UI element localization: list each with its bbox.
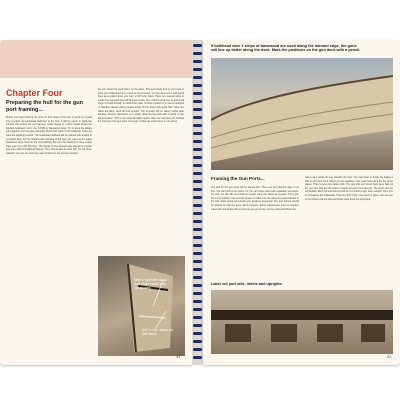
photo-caption: If bulkhead wise 1 strips of basswood are used along the inboard edge, the guns will line up better along the deck. Mark the positions on the gun deck with a pencil. — [211, 44, 361, 53]
binding-coil — [193, 68, 202, 71]
binding-coil — [193, 228, 202, 231]
hull-photo-art — [211, 58, 393, 170]
right-col2-text: batten as it works its way towards the bow. You may have to break the batten a little to form and bend. When you are satisfied, mark each hole using the top of the batten. Then remove the batten strip. The gun sills and lintels have been laid out for you. The sills are the bottom boards for each port opening. The lintels are the top boards. Each sill and lintel should be cut a little longer than needed. Then trim to fit between the bulkheads. They are 3/16" thick. Glue them in place. You can see in the picture that the sills and lintels have been cut and glued. — [305, 176, 393, 201]
stern-photo-label-2: 1/4" x 1/8" strips for the band. — [142, 328, 174, 336]
binding-coil — [193, 284, 202, 287]
right-column-text: the two shown for each frame on the plans. Proceed slowly and try your best to keep your holes lined up in a row as you proceed. You can drive some split pencil lines as a guide before you start to drill your holes. There are several ways to create the treenails that will fill these holes. One method would be to pull small strips of wood through a metal draw plate. Another method is to use a toothpick or bamboo skewer. Many people simply fill the holes with wood filler. Once the holes are filled, sand the hull smooth. The treenails will be barely visible after sanding. Another alternative is to simply draw the treenails with a pencil or fine tipped marker. This is the least desirable option. After the treenails are finished the framing of the gun ports can begin. Follow the instructions on the plans. — [98, 88, 184, 124]
page-number-right: 33 — [387, 354, 392, 359]
binding-coil — [193, 212, 202, 215]
spiral-binding — [192, 40, 203, 365]
binding-coil — [193, 116, 202, 119]
binding-coil — [193, 204, 202, 207]
binding-coil — [193, 316, 202, 319]
binding-coil — [193, 132, 202, 135]
binding-coil — [193, 108, 202, 111]
open-book — [0, 40, 400, 365]
binding-coil — [193, 52, 202, 55]
binding-coil — [193, 276, 202, 279]
binding-coil — [193, 124, 202, 127]
binding-coil — [193, 236, 202, 239]
binding-coil — [193, 332, 202, 335]
binding-coil — [193, 76, 202, 79]
right-col1-text: The sills for the gun ports will be framed first. There are two different ways to do this. You can build a box frame. Or you can frame each side separately as shown. To start, cut the sills and lintels to length using the plans as a guide. Then glue them into position. Use a small square to make sure the sides are perpendicular to the sills. Work slowly and check your progress frequently. The port frames should be placed so that the guns will fit properly. Some adjustments may be needed. Label sills and lintels with a pencil as you go so they can be easily identified later. — [211, 186, 299, 211]
binding-coil — [193, 148, 202, 151]
binding-coil — [193, 356, 202, 359]
right-page — [203, 40, 400, 365]
binding-coil — [193, 308, 202, 311]
chapter-title: Chapter Four — [6, 88, 63, 98]
page-number-left: 31 — [176, 354, 181, 359]
binding-coil — [193, 100, 202, 103]
binding-coil — [193, 324, 202, 327]
stern-photo — [98, 256, 185, 356]
binding-coil — [193, 196, 202, 199]
section-heading: Framing the Gun Ports... — [211, 176, 265, 181]
subheading: Preparing the hull for the gun port framing... — [6, 100, 83, 113]
binding-coil — [193, 260, 202, 263]
binding-coil — [193, 188, 202, 191]
left-top-band — [0, 40, 192, 78]
binding-coil — [193, 172, 202, 175]
binding-coil — [193, 340, 202, 343]
binding-coil — [193, 292, 202, 295]
binding-coil — [193, 300, 202, 303]
binding-coil — [193, 60, 202, 63]
binding-coil — [193, 140, 202, 143]
binding-coil — [193, 220, 202, 223]
binding-coil — [193, 348, 202, 351]
binding-coil — [193, 164, 202, 167]
binding-coil — [193, 156, 202, 159]
binding-coil — [193, 268, 202, 271]
binding-coil — [193, 180, 202, 183]
stern-photo-label: Stern, note the black and white band. Lay out guides — [134, 278, 167, 290]
stern-photo-art — [98, 256, 185, 356]
binding-coil — [193, 44, 202, 47]
left-column-text: Before you begin framing the ports on both sides of the hull, it would be a good time to plank the beakhead bulkhead at the bow. It will be easier to plank the inboard side before the port framing. Install planks to a 4mm height above the bulwark bulkhead notch. Use 1.5x5mm basswood strips. Try to keep the planks tight together and use glue sparingly. Plank both sides of the bulkhead. Once dry sand the planking smooth. The beakhead bulkhead will be painted with a black or red finish later. For the inboard side planking of the hull, you may use the same basswood strips used for the hull planking. Be sure the planking is done neatly. Take your time with this step. The planks on the inboard side should be smooth and even with the bulkhead frames. They should also be flush with the top of the bulwark. You can see how they were finished in the photos provided. — [6, 116, 92, 155]
binding-coil — [193, 244, 202, 247]
footnote-text: Label cut port sills, lintels and uprights. — [211, 282, 283, 286]
binding-coil — [193, 84, 202, 87]
left-page — [0, 40, 192, 365]
ports-photo — [211, 290, 393, 354]
hull-photo — [211, 58, 393, 170]
ports-photo-art — [211, 290, 393, 354]
binding-coil — [193, 92, 202, 95]
binding-coil — [193, 252, 202, 255]
